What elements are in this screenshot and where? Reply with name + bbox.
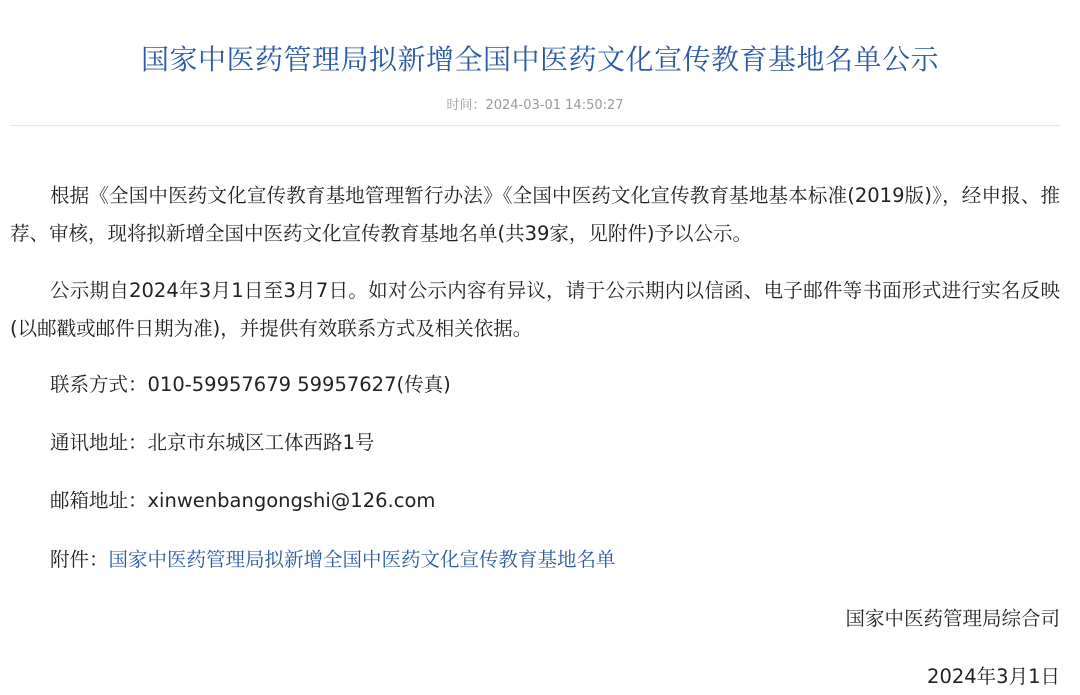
contact-address-value: 北京市东城区工体西路1号	[147, 431, 375, 454]
publish-time-label: 时间：	[446, 98, 486, 113]
signature-org: 国家中医药管理局综合司	[845, 607, 1060, 630]
paragraph-period	[10, 272, 1060, 348]
signature-date: 2024年3月1日	[927, 665, 1060, 688]
contact-phone-value: 010-59957679 59957627(传真)	[147, 373, 451, 396]
page-title: 国家中医药管理局拟新增全国中医药文化宣传教育基地名单公示	[140, 43, 939, 76]
contact-phone	[50, 370, 451, 400]
header-divider	[10, 125, 1060, 126]
contact-address	[50, 428, 374, 458]
contact-email-label: 邮箱地址：	[50, 489, 148, 512]
paragraph-text: 根据《全国中医药文化宣传教育基地管理暂行办法》《全国中医药文化宣传教育基地基本标准(2019版)》，经申报、推荐、审核，现将拟新增全国中医药文化宣传教育基地名单(共39家，见附件)予以公示。	[10, 184, 1060, 245]
publish-time-value: 2024-03-01 14:50:27	[485, 98, 624, 113]
attachment	[50, 545, 616, 575]
attachment-link[interactable]: 国家中医药管理局拟新增全国中医药文化宣传教育基地名单	[108, 548, 616, 571]
attachment-label: 附件：	[50, 548, 109, 571]
paragraph-basis	[10, 177, 1060, 253]
contact-address-label: 通讯地址：	[50, 431, 148, 454]
contact-phone-label: 联系方式：	[50, 373, 148, 396]
contact-email	[50, 486, 435, 516]
contact-email-value: xinwenbangongshi@126.com	[147, 489, 436, 512]
publish-time	[0, 97, 1070, 115]
paragraph-text: 公示期自2024年3月1日至3月7日。如对公示内容有异议，请于公示期内以信函、电子邮件等书面形式进行实名反映(以邮戳或邮件日期为准)，并提供有效联系方式及相关依据。	[10, 279, 1060, 340]
